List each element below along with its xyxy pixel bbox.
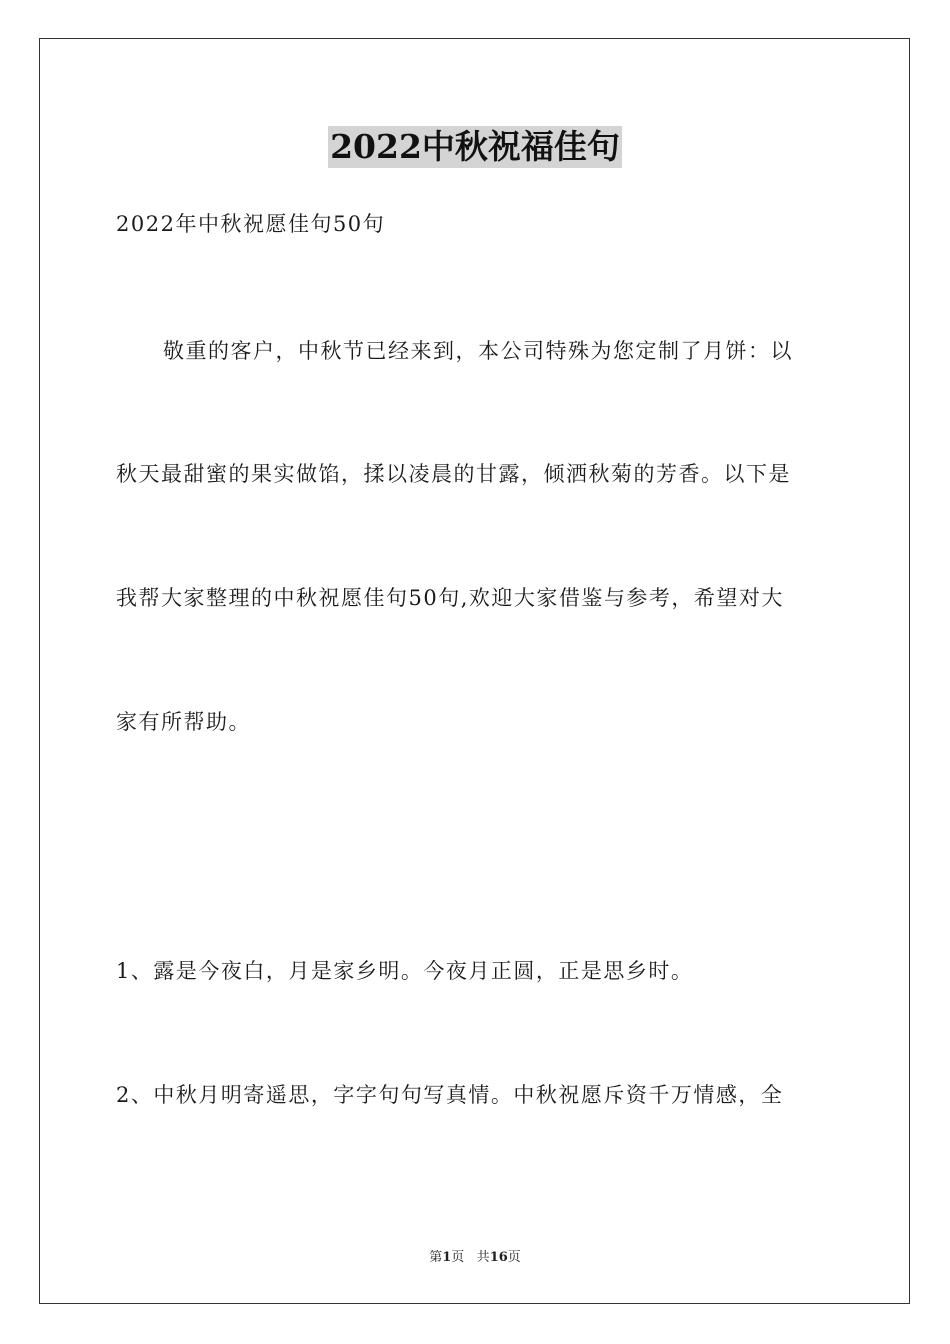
footer-page-prefix: 第: [429, 1250, 443, 1265]
footer-page-number: 1: [442, 1250, 452, 1265]
paragraph-line-4: 家有所帮助。: [116, 710, 251, 734]
title-container: [0, 126, 950, 168]
footer-total-prefix: 共: [476, 1250, 490, 1265]
footer-total-suffix: 页: [507, 1250, 521, 1265]
paragraph-line-1: 敬重的客户，中秋节已经来到，本公司特殊为您定制了月饼：以: [163, 339, 793, 363]
document-subtitle: 2022年中秋祝愿佳句50句: [116, 212, 386, 236]
paragraph-line-2: 秋天最甜蜜的果实做馅，揉以凌晨的甘露，倾洒秋菊的芳香。以下是: [116, 462, 791, 486]
paragraph-line-3: 我帮大家整理的中秋祝愿佳句50句,欢迎大家借鉴与参考，希望对大: [116, 586, 784, 610]
document-title: 2022中秋祝福佳句: [330, 127, 620, 166]
page-footer: [0, 1249, 950, 1267]
list-item-2: 2、中秋月明寄遥思，字字句句写真情。中秋祝愿斥资千万情感，全: [116, 1083, 784, 1107]
footer-total-pages: 16: [489, 1250, 508, 1265]
footer-page-suffix: 页: [451, 1250, 465, 1265]
list-item-1: 1、露是今夜白，月是家乡明。今夜月正圆，正是思乡时。: [116, 959, 694, 983]
